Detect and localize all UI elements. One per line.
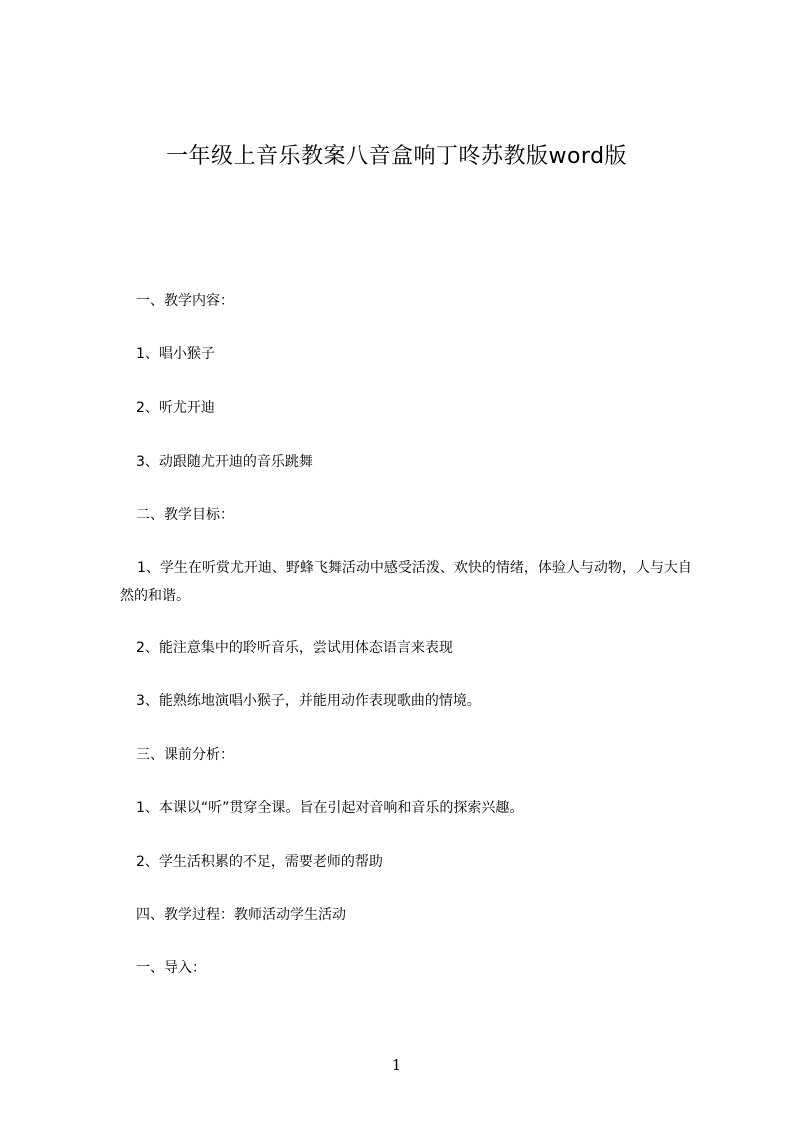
analysis-item-2: 2、学生活积累的不足，需要老师的帮助 xyxy=(136,854,383,870)
content-item-1: 1、唱小猴子 xyxy=(136,346,215,362)
process-subheading-intro: 一、导入： xyxy=(136,960,206,976)
section-heading-analysis: 三、课前分析： xyxy=(136,747,234,763)
document-title: 一年级上音乐教案八音盒响丁咚苏教版word版 xyxy=(165,144,628,169)
content-item-2: 2、听尤开迪 xyxy=(136,400,215,416)
goal-item-1: 1、学生在听赏尤开迪、野蜂飞舞活动中感受活泼、欢快的情绪，体验人与动物，人与大自然的和谐。 xyxy=(120,560,692,604)
analysis-item-1: 1、本课以“听”贯穿全课。旨在引起对音响和音乐的探索兴趣。 xyxy=(136,800,524,816)
goal-item-2: 2、能注意集中的聆听音乐，尝试用体态语言来表现 xyxy=(136,640,453,656)
page-number: 1 xyxy=(391,1056,402,1074)
content-item-3: 3、动跟随尤开迪的音乐跳舞 xyxy=(136,454,313,470)
goal-item-3: 3、能熟练地演唱小猴子，并能用动作表现歌曲的情境。 xyxy=(136,693,481,709)
section-heading-process: 四、教学过程：教师活动学生活动 xyxy=(136,907,346,923)
section-heading-content: 一、教学内容： xyxy=(136,293,234,309)
section-heading-goals: 二、教学目标： xyxy=(136,507,234,523)
